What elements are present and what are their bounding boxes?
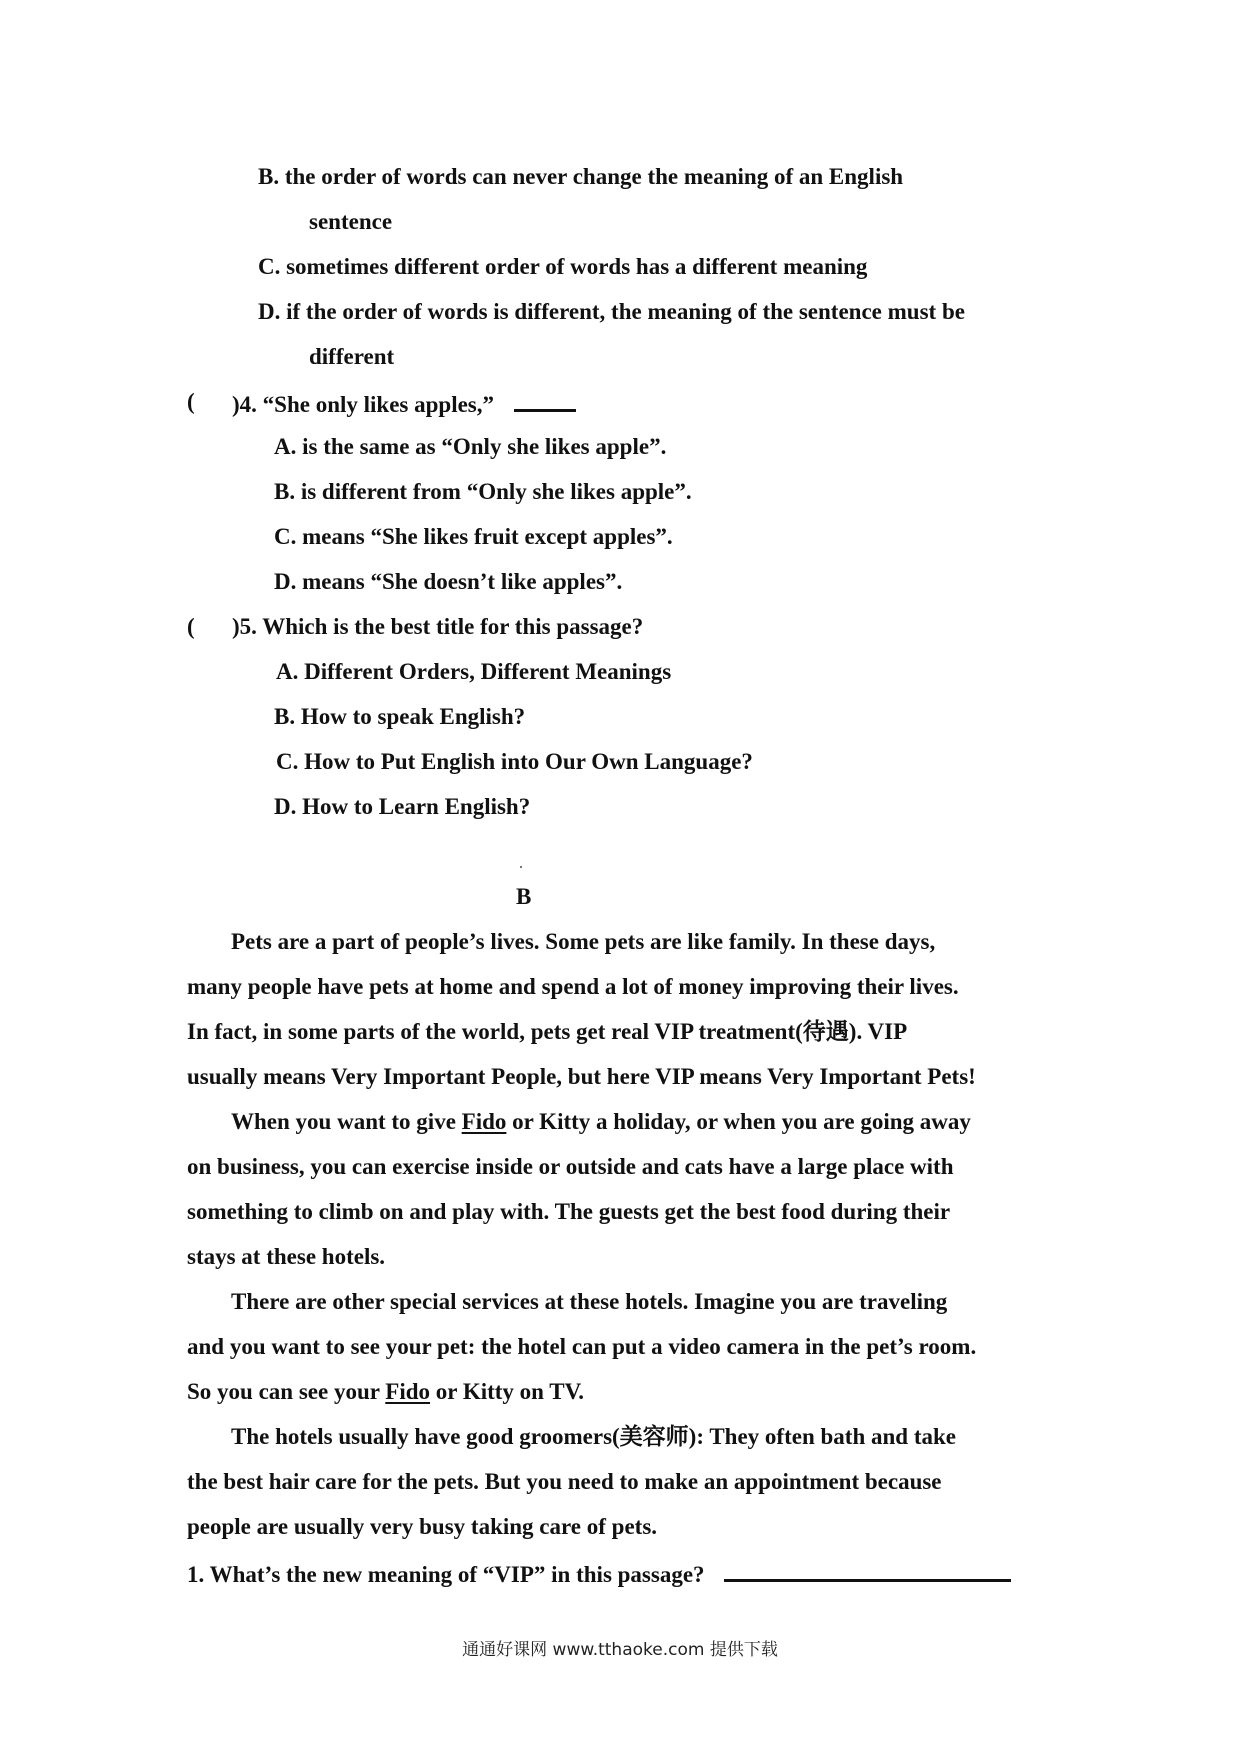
passage-p3-line1: There are other special services at these hotels. Imagine you are traveling <box>231 1289 948 1314</box>
question-1-answer-blank[interactable] <box>724 1557 1011 1582</box>
p3-fido-underlined: Fido <box>385 1379 431 1404</box>
p2-fido-underlined: Fido <box>461 1109 507 1134</box>
passage-p1-line2: many people have pets at home and spend a lot of money improving their lives. <box>187 974 959 999</box>
passage-p2-line4: stays at these hotels. <box>187 1244 386 1269</box>
p2-text-post: or Kitty a holiday, or when you are going away <box>506 1109 971 1134</box>
passage-p1-line3: In fact, in some parts of the world, pets get real VIP treatment(待遇). VIP <box>187 1019 908 1044</box>
scan-speck <box>520 866 522 868</box>
passage-p1-line1: Pets are a part of people’s lives. Some pets are like family. In these days, <box>231 929 936 954</box>
p3-text-pre: So you can see your <box>187 1379 386 1404</box>
passage-p3-line3 <box>187 1377 584 1407</box>
footer-source-note: 通通好课网 www.tthaoke.com 提供下载 <box>462 1640 778 1660</box>
q4-option-d: D. means “She doesn’t like apples”. <box>274 569 623 594</box>
q3-option-c: C. sometimes different order of words has a different meaning <box>258 254 868 279</box>
q3-option-d-line2: different <box>309 344 395 369</box>
q5-option-d: D. How to Learn English? <box>274 794 531 819</box>
passage-p4-line3: people are usually very busy taking care of pets. <box>187 1514 658 1539</box>
passage-p1-line4: usually means Very Important People, but here VIP means Very Important Pets! <box>187 1064 976 1089</box>
question-1 <box>187 1557 1011 1590</box>
q4-stem <box>232 387 576 420</box>
q4-option-b: B. is different from “Only she likes apple”. <box>274 479 692 504</box>
passage-p2-line3: something to climb on and play with. The guests get the best food during their <box>187 1199 951 1224</box>
q4-stem-text: )4. “She only likes apples,” <box>232 392 494 417</box>
q4-option-c: C. means “She likes fruit except apples”. <box>274 524 673 549</box>
q3-option-d-line1: D. if the order of words is different, the meaning of the sentence must be <box>258 299 965 324</box>
question-1-text: 1. What’s the new meaning of “VIP” in this passage? <box>187 1562 705 1587</box>
q5-paren: ( <box>187 614 195 639</box>
passage-p3-line2: and you want to see your pet: the hotel can put a video camera in the pet’s room. <box>187 1334 977 1359</box>
q3-option-b-line2: sentence <box>309 209 393 234</box>
q4-answer-blank[interactable] <box>514 387 576 412</box>
q5-option-a: A. Different Orders, Different Meanings <box>276 659 672 684</box>
passage-p2-line1 <box>231 1107 971 1137</box>
p3-text-post: or Kitty on TV. <box>430 1379 585 1404</box>
q5-stem: )5. Which is the best title for this passage? <box>232 614 644 639</box>
section-b-heading: B <box>516 884 532 909</box>
passage-p4-line2: the best hair care for the pets. But you need to make an appointment because <box>187 1469 942 1494</box>
q4-option-a: A. is the same as “Only she likes apple”. <box>274 434 667 459</box>
p2-text-pre: When you want to give <box>231 1109 462 1134</box>
passage-p2-line2: on business, you can exercise inside or outside and cats have a large place with <box>187 1154 954 1179</box>
q4-paren: ( <box>187 389 195 414</box>
q3-option-b-line1: B. the order of words can never change the meaning of an English <box>258 164 904 189</box>
q5-option-b: B. How to speak English? <box>274 704 526 729</box>
passage-p4-line1: The hotels usually have good groomers(美容师): They often bath and take <box>231 1424 956 1449</box>
q5-option-c: C. How to Put English into Our Own Language? <box>276 749 753 774</box>
